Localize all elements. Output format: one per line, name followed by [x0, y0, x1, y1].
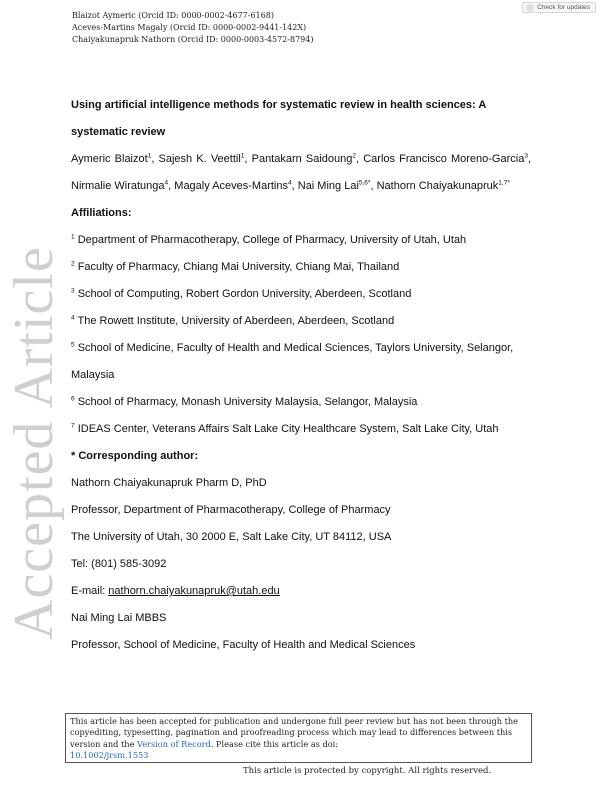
- author-name: Aymeric Blaizot: [71, 153, 148, 165]
- check-for-updates-label: Check for updates: [537, 4, 590, 11]
- affiliation-text: School of Computing, Robert Gordon University, Aberdeen, Scotland: [77, 288, 412, 300]
- author-affiliation-sup: 1,7*: [498, 179, 510, 187]
- author-name: Nathorn Chaiyakunapruk: [376, 180, 499, 192]
- affiliation-item: [71, 389, 531, 416]
- affiliation-text: IDEAS Center, Veterans Affairs Salt Lake City Healthcare System, Salt Lake City, Utah: [77, 423, 499, 435]
- orcid-block: [72, 10, 313, 46]
- affiliation-item: [71, 281, 531, 308]
- email-link[interactable]: nathorn.chaiyakunapruk@utah.edu: [108, 585, 280, 597]
- document-body: [71, 92, 531, 659]
- affiliation-text: School of Medicine, Faculty of Health and Medical Sciences, Taylors University, Selangor, Malaysia: [71, 342, 514, 381]
- affiliation-number: 6: [71, 395, 75, 403]
- affiliation-text: Department of Pharmacotherapy, College of Pharmacy, University of Utah, Utah: [77, 234, 467, 246]
- affiliation-number: 7: [71, 422, 75, 430]
- corresponding-position: Professor, Department of Pharmacotherapy, College of Pharmacy: [71, 504, 391, 516]
- update-icon: [526, 4, 534, 12]
- copyright-footer: This article is protected by copyright. All rights reserved.: [243, 766, 492, 776]
- affiliation-item: [71, 227, 531, 254]
- version-of-record-link[interactable]: Version of Record: [137, 738, 211, 749]
- author-affiliation-sup: 1: [147, 152, 152, 160]
- affiliation-number: 2: [71, 260, 75, 268]
- affiliation-number: 5: [71, 341, 75, 349]
- accepted-notice-box: [65, 713, 532, 763]
- author-affiliation-sup: 4: [288, 179, 292, 187]
- author-affiliation-sup: 3: [524, 152, 528, 160]
- affiliation-text: The Rowett Institute, University of Aberdeen, Aberdeen, Scotland: [77, 315, 395, 327]
- affiliation-number: 3: [71, 287, 75, 295]
- affiliation-item: [71, 308, 531, 335]
- corresponding-tel: Tel: (801) 585-3092: [71, 558, 167, 570]
- corresponding-email-line: [71, 578, 531, 605]
- notice-text-doi: . Please cite this article as doi:: [210, 738, 339, 749]
- second-author-position: Professor, School of Medicine, Faculty of Health and Medical Sciences: [71, 639, 416, 651]
- affiliation-item: [71, 335, 531, 389]
- notice-text: This article has been accepted for publication and undergone full peer review but has not been through the copyediting, typesetting, pagination and proofreading process which may lead to differences between this version and the: [70, 716, 519, 749]
- second-author-name: Nai Ming Lai MBBS: [71, 612, 167, 624]
- affiliation-item: [71, 416, 531, 443]
- author-affiliation-sup: 2: [352, 152, 357, 160]
- corresponding-heading: * Corresponding author:: [71, 450, 199, 462]
- affiliation-item: [71, 254, 531, 281]
- author-affiliation-sup: 4: [164, 179, 169, 187]
- author-affiliation-sup: 5,6*: [358, 179, 371, 187]
- author-name: Nai Ming Lai: [297, 180, 359, 192]
- author-affiliation-sup: 1: [240, 152, 245, 160]
- author-name: Magaly Aceves-Martins: [174, 180, 288, 192]
- corresponding-address: The University of Utah, 30 2000 E, Salt Lake City, UT 84112, USA: [71, 531, 392, 543]
- author-list: Aymeric Blaizot$^1$, Sajesh K. Veettil$^1$, Pantakarn Saidoung$^2$, Carlos Francisco Moreno-Garcia$^3$, Nirmalie Wiratunga$^4$, Magaly Aceves-Martins$^4$, Nai Ming Lai$^{5,6*}$, Nathorn Chaiyakunapruk$^{1,7*}$: [71, 152, 532, 192]
- affiliation-number: 4: [71, 314, 75, 322]
- orcid-line: Aceves-Martins Magaly (Orcid ID: 0000-0002-9441-142X): [72, 23, 307, 32]
- check-for-updates-badge[interactable]: [522, 2, 596, 13]
- affiliation-text: Faculty of Pharmacy, Chiang Mai University, Chiang Mai, Thailand: [77, 261, 400, 273]
- accepted-article-watermark: Accepted Article: [3, 246, 65, 640]
- orcid-line: Chaiyakunapruk Nathorn (Orcid ID: 0000-0003-4572-8794): [72, 35, 314, 44]
- affiliation-number: 1: [71, 233, 75, 241]
- author-name: Pantakarn Saidoung: [251, 153, 353, 165]
- corresponding-name: Nathorn Chaiyakunapruk Pharm D, PhD: [71, 477, 267, 489]
- email-label: E-mail:: [71, 585, 109, 597]
- affiliation-text: School of Pharmacy, Monash University Malaysia, Selangor, Malaysia: [77, 396, 418, 408]
- affiliations-heading: Affiliations:: [71, 207, 132, 219]
- author-name: Nirmalie Wiratunga: [71, 180, 165, 192]
- doi-link[interactable]: 10.1002/jrsm.1553: [70, 750, 149, 761]
- author-name: Sajesh K. Veettil: [158, 153, 241, 165]
- orcid-line: Blaizot Aymeric (Orcid ID: 0000-0002-4677-6168): [72, 11, 274, 20]
- author-name: Carlos Francisco Moreno-Garcia: [363, 153, 525, 165]
- article-title: Using artificial intelligence methods for systematic review in health sciences: A systematic review: [71, 99, 486, 138]
